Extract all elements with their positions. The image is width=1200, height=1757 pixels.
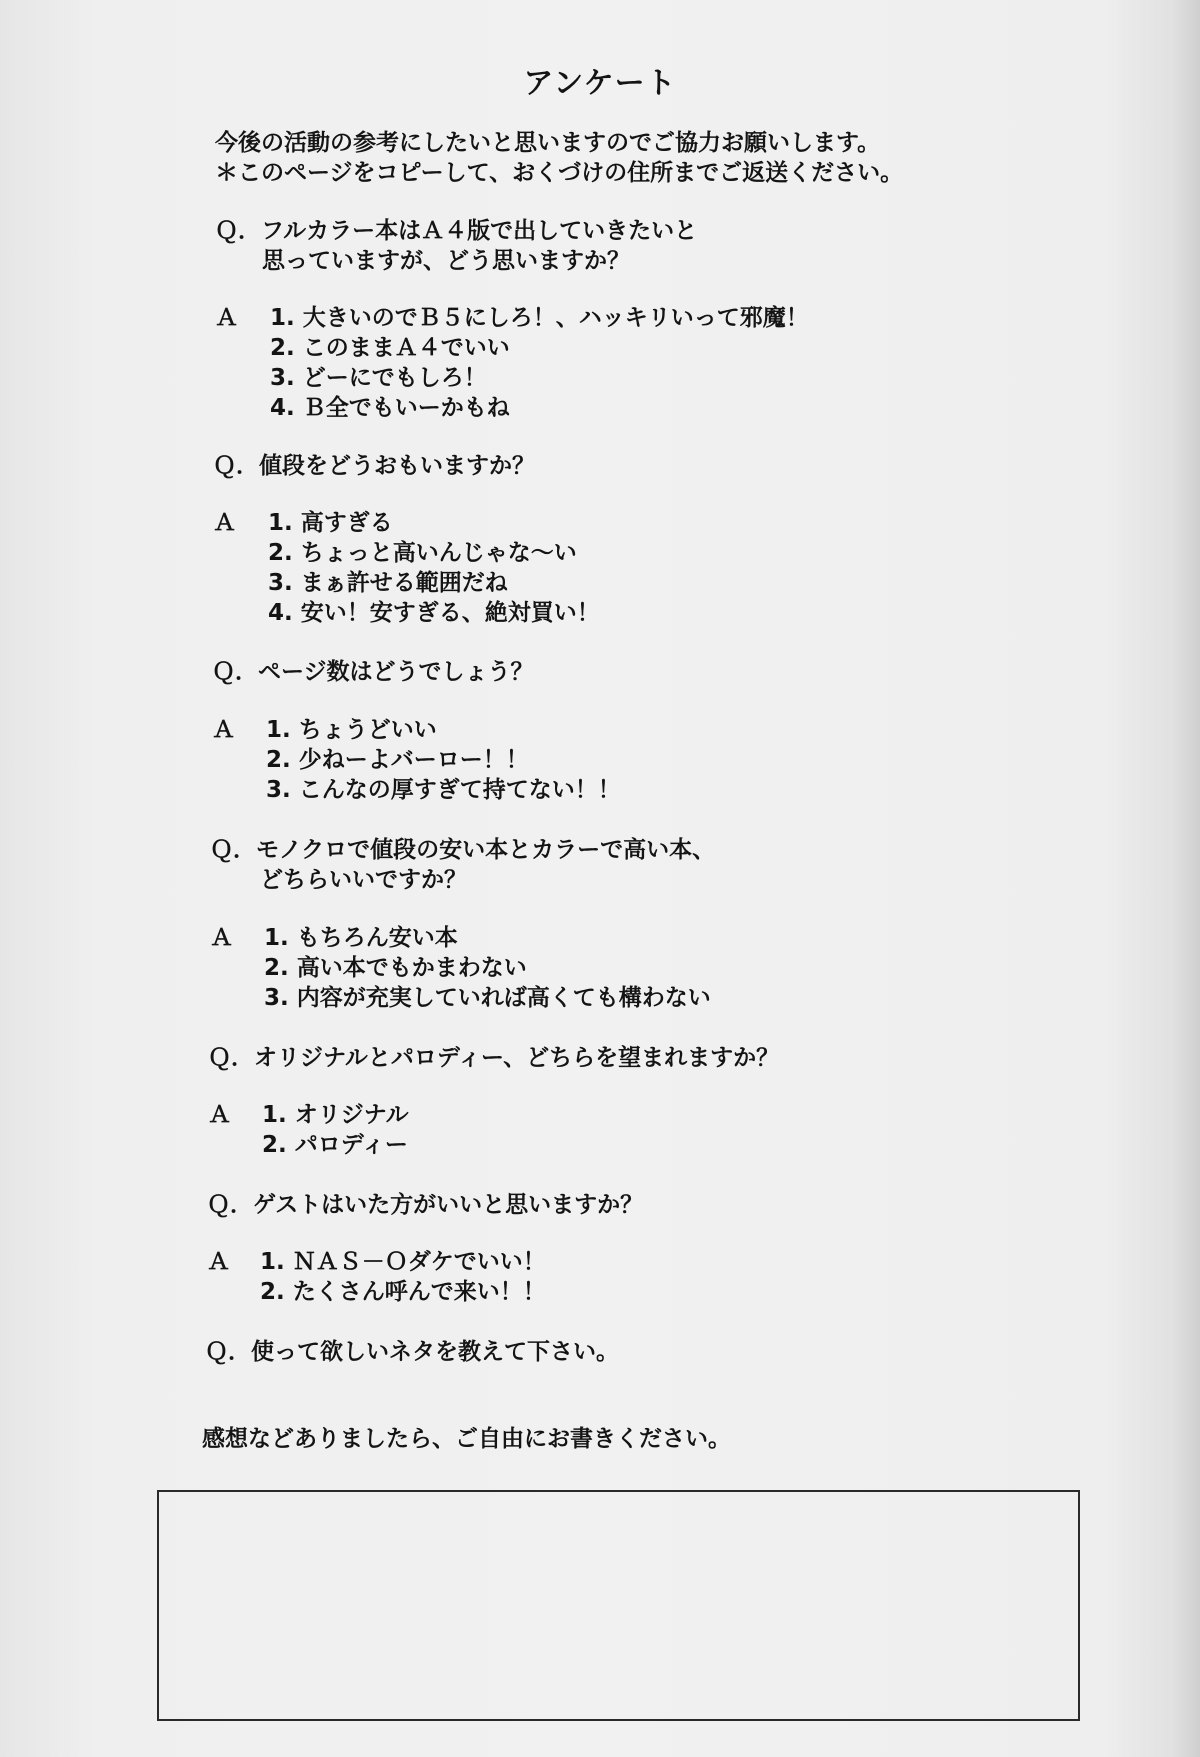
intro-line-1: 今後の活動の参考にしたいと思いますのでご協力お願いします。 bbox=[215, 130, 881, 156]
comment-prompt: 感想などありましたら、ご自由にお書きください。 bbox=[202, 1426, 731, 1452]
intro-line-2: ＊このページをコピーして、おくづけの住所までご返送ください。 bbox=[215, 160, 904, 186]
question-7-line-1: Ｑ．使って欲しいネタを教えて下さい。 bbox=[205, 1339, 619, 1365]
answer-label-4: Ａ bbox=[210, 925, 233, 951]
q4-option-2[interactable]: 2. 高い本でもかまわない bbox=[264, 955, 527, 981]
question-3-line-1: Ｑ．ページ数はどうでしょう？ bbox=[212, 659, 534, 685]
q2-option-2[interactable]: 2. ちょっと高いんじゃな～い bbox=[268, 540, 577, 566]
q3-option-2[interactable]: 2. 少ねーよバーロー！！ bbox=[266, 747, 529, 773]
q1-option-3[interactable]: 3. どーにでもしろ！ bbox=[270, 365, 487, 391]
answer-label-1: Ａ bbox=[215, 305, 238, 331]
question-1-line-2: 思っていますが、どう思いますか？ bbox=[262, 248, 630, 274]
answer-label-3: Ａ bbox=[212, 717, 235, 743]
answer-label-5: Ａ bbox=[208, 1102, 231, 1128]
q4-option-1[interactable]: 1. もちろん安い本 bbox=[264, 925, 458, 951]
q6-option-2[interactable]: 2. たくさん呼んで来い！！ bbox=[260, 1279, 546, 1305]
q5-option-2[interactable]: 2. パロディー bbox=[262, 1132, 408, 1158]
question-2-line-1: Ｑ．値段をどうおもいますか？ bbox=[213, 453, 535, 479]
q1-option-4[interactable]: 4. Ｂ全でもいーかもね bbox=[270, 395, 510, 421]
q4-option-3[interactable]: 3. 内容が充実していれば高くても構わない bbox=[264, 985, 711, 1011]
q3-option-3[interactable]: 3. こんなの厚すぎて持てない！！ bbox=[266, 777, 621, 803]
q3-option-1[interactable]: 1. ちょうどいい bbox=[266, 717, 437, 743]
q6-option-1[interactable]: 1. ＮＡＳ－Ｏダケでいい！ bbox=[260, 1249, 546, 1275]
answer-label-2: Ａ bbox=[213, 510, 236, 536]
q2-option-3[interactable]: 3. まぁ許せる範囲だね bbox=[268, 570, 508, 596]
page-edge-shadow bbox=[1172, 0, 1200, 1757]
question-1-line-1: Ｑ．フルカラー本はＡ４版で出していきたいと bbox=[215, 218, 698, 244]
q2-option-1[interactable]: 1. 高すぎる bbox=[268, 510, 393, 536]
question-6-line-1: Ｑ．ゲストはいた方がいいと思いますか？ bbox=[207, 1192, 644, 1218]
question-4-line-1: Ｑ．モノクロで値段の安い本とカラーで高い本、 bbox=[210, 837, 716, 863]
q1-option-2[interactable]: 2. このままＡ４でいい bbox=[270, 335, 510, 361]
answer-label-6: Ａ bbox=[207, 1249, 230, 1275]
comment-box[interactable] bbox=[157, 1490, 1080, 1721]
q5-option-1[interactable]: 1. オリジナル bbox=[262, 1102, 409, 1128]
page-title: アンケート bbox=[523, 66, 677, 101]
question-5-line-1: Ｑ．オリジナルとパロディー、どちらを望まれますか？ bbox=[208, 1045, 780, 1071]
q1-option-1[interactable]: 1. 大きいのでＢ５にしろ！、ハッキリいって邪魔！ bbox=[270, 305, 809, 331]
q2-option-4[interactable]: 4. 安い！安すぎる、絶対買い！ bbox=[268, 600, 600, 626]
question-4-line-2: どちらいいですか？ bbox=[260, 867, 467, 893]
